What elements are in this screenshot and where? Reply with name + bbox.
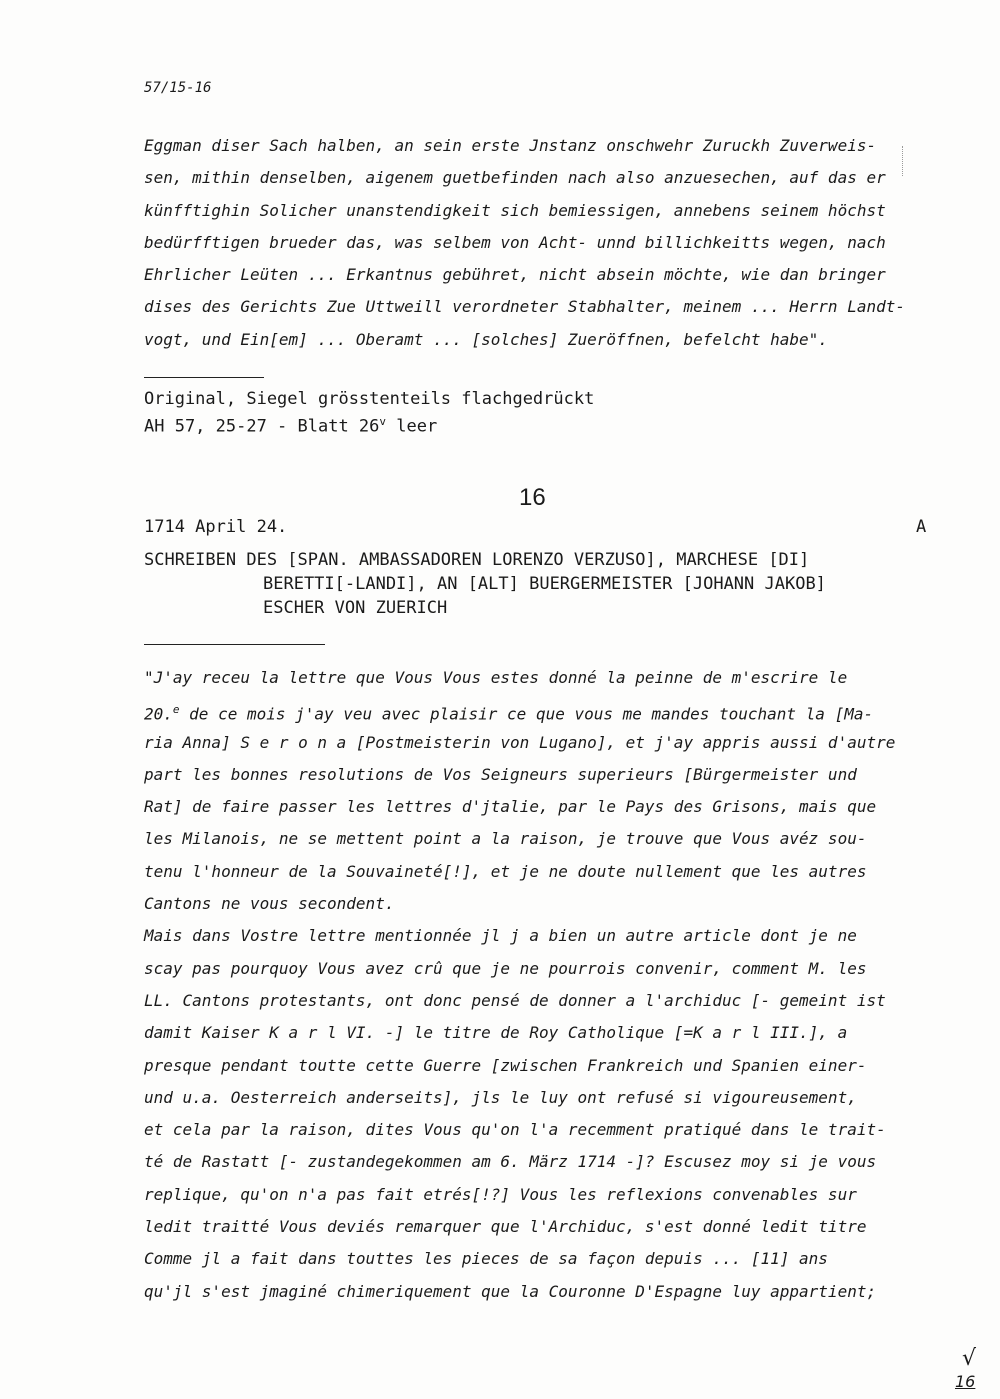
text-line: "J'ay receu la lettre que Vous Vous estes donné la peinne de m'escrire le	[144, 668, 848, 687]
text-line: les Milanois, ne se mettent point a la raison, je trouve que Vous avéz sou-	[144, 829, 867, 849]
continuation-text	[144, 130, 934, 356]
document-letter-mark: A	[916, 517, 927, 537]
document-number: 16	[519, 484, 546, 511]
text-line: vogt, und Ein[em] ... Oberamt ... [solches] Zueröffnen, befelcht habe".	[144, 329, 828, 349]
text-line: Ehrlicher Leüten ... Erkantnus gebühret, nicht absein möchte, wie dan bringer	[144, 265, 886, 285]
text-line: Comme jl a fait dans touttes les pieces de sa façon depuis ... [11] ans	[144, 1249, 828, 1269]
source-separator-rule	[144, 377, 264, 378]
source-archive-ref: AH 57, 25-27 - Blatt 26	[144, 416, 380, 437]
handwritten-check-mark: √	[962, 1346, 977, 1371]
source-note-line2	[144, 411, 437, 438]
text-line: part les bonnes resolutions de Vos Seigneurs superieurs [Bürgermeister und	[144, 764, 857, 784]
text-line: presque pendant toutte cette Guerre [zwischen Frankreich und Spanien einer-	[144, 1055, 867, 1075]
text-line	[144, 694, 895, 726]
text-line: tenu l'honneur de la Souvaineté[!], et je ne doute nullement que les autres	[144, 861, 867, 881]
text-line: und u.a. Oesterreich anderseits], jls le luy ont refusé si vigoureusement,	[144, 1087, 857, 1107]
document-date: 1714 April 24.	[144, 517, 288, 537]
letter-date-day: 20.	[144, 704, 173, 724]
text-line: künfftighin Solicher unanstendigkeit sich bemiessigen, annebens seinem höchst	[144, 200, 886, 220]
page-reference: 57/15-16	[144, 80, 212, 96]
text-line: damit Kaiser K a r l VI. -] le titre de Roy Catholique [=K a r l III.], a	[144, 1023, 848, 1043]
text-line: ria Anna] S e r o n a [Postmeisterin von Lugano], et j'ay appris aussi d'autre	[144, 732, 896, 752]
text-line: replique, qu'on n'a pas fait etrés[!?] Vous les reflexions convenables sur	[144, 1184, 857, 1204]
text-line: sen, mithin denselben, aigenem guetbefinden nach also anzuesechen, auf das er	[144, 168, 886, 188]
letter-text	[144, 662, 895, 1308]
source-note-line1: Original, Siegel grösstenteils flachgedrückt	[144, 389, 595, 409]
text-line: Cantons ne vous secondent.	[144, 894, 395, 914]
ordinal-superscript: e	[172, 703, 180, 717]
text-line: té de Rastatt [- zustandegekommen am 6. März 1714 -]? Escusez moy si je vous	[144, 1152, 877, 1172]
letter-separator-rule	[144, 644, 325, 645]
text-line: qu'jl s'est jmaginé chimeriquement que la Couronne D'Espagne luy appartient;	[144, 1281, 877, 1301]
text-line: Mais dans Vostre lettre mentionnée jl j a bien un autre article dont je ne	[144, 926, 857, 946]
handwritten-page-number: 16	[955, 1372, 976, 1391]
heading-line: SCHREIBEN DES [SPAN. AMBASSADOREN LORENZO VERZUSO], MARCHESE [DI]	[144, 550, 810, 570]
text-line: Eggman diser Sach halben, an sein erste Jnstanz onschwehr Zuruckh Zuverweis-	[144, 136, 877, 155]
text-line: Rat] de faire passer les lettres d'jtalie, par le Pays des Grisons, mais que	[144, 797, 877, 817]
text-line: dises des Gerichts Zue Uttweill verordneter Stabhalter, meinem ... Herrn Landt-	[144, 297, 905, 317]
text-line: LL. Cantons protestants, ont donc pensé de donner a l'archiduc [- gemeint ist	[144, 990, 886, 1010]
source-note-blank: leer	[386, 416, 438, 437]
text-line: bedürfftigen brueder das, was selbem von Acht- unnd billichkeitts wegen, nach	[144, 232, 886, 252]
text-line: ledit traitté Vous deviés remarquer que l'Archiduc, s'est donné ledit titre	[144, 1217, 867, 1237]
heading-line: ESCHER VON ZUERICH	[263, 598, 448, 618]
text-line: scay pas pourquoy Vous avez crû que je ne pourrois convenir, comment M. les	[144, 958, 867, 978]
source-verso-mark: v	[379, 415, 387, 428]
heading-line: BERETTI[-LANDI], AN [ALT] BUERGERMEISTER [JOHANN JAKOB]	[263, 574, 826, 594]
letter-text-run: de ce mois j'ay veu avec plaisir ce que vous me mandes touchant la [Ma-	[179, 704, 874, 724]
text-line: et cela par la raison, dites Vous qu'on l'a recemment pratiqué dans le trait-	[144, 1120, 886, 1140]
